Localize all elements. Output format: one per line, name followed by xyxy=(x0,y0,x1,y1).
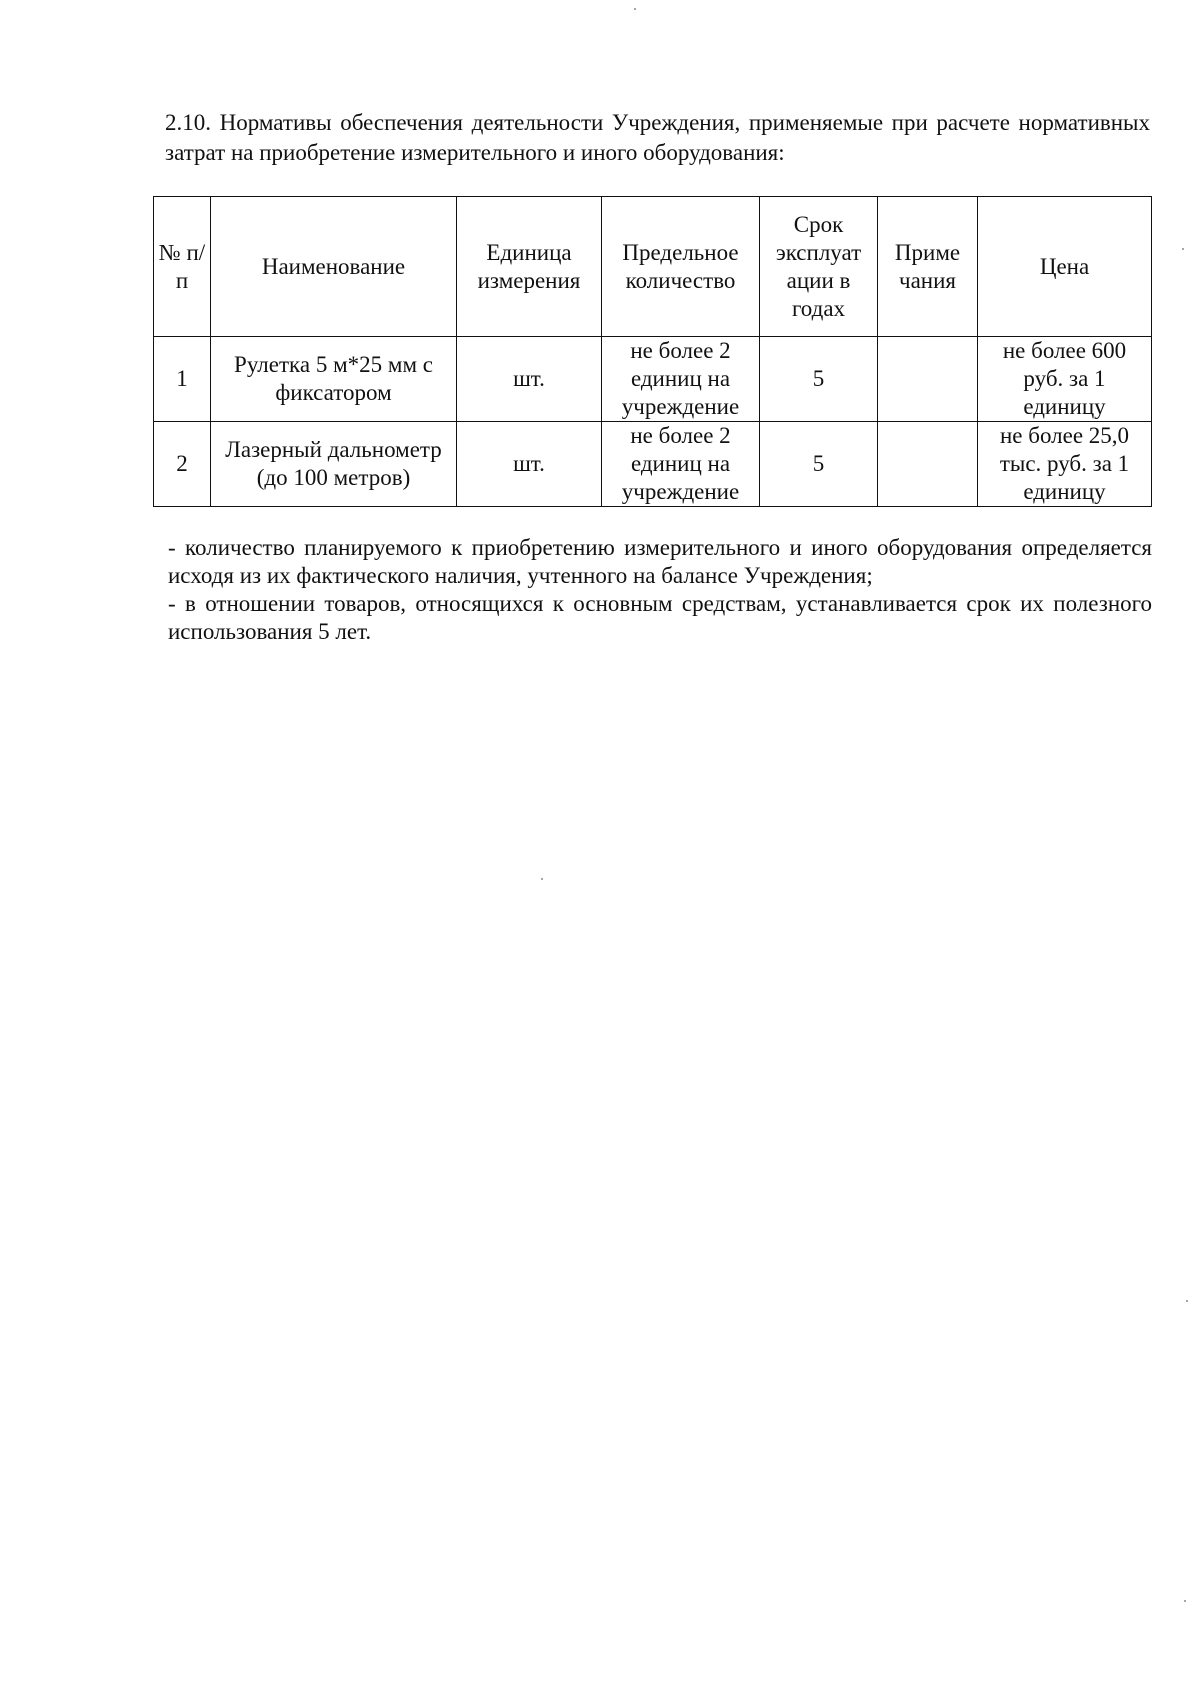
cell-term: 5 xyxy=(760,337,878,422)
cell-limit: не более 2 единиц на учреждение xyxy=(602,422,760,507)
cell-note xyxy=(878,422,978,507)
header-term: Срок эксплуат ации в годах xyxy=(760,197,878,337)
cell-unit: шт. xyxy=(457,337,602,422)
cell-num: 1 xyxy=(154,337,211,422)
cell-term: 5 xyxy=(760,422,878,507)
header-note: Приме чания xyxy=(878,197,978,337)
header-num: № п/п xyxy=(154,197,211,337)
scan-speck xyxy=(634,8,636,10)
table-row xyxy=(154,422,1152,507)
notes-block xyxy=(168,534,1152,646)
cell-num: 2 xyxy=(154,422,211,507)
cell-note xyxy=(878,337,978,422)
header-limit: Предельное количество xyxy=(602,197,760,337)
scan-speck xyxy=(541,878,543,880)
cell-name: Рулетка 5 м*25 мм с фиксатором xyxy=(211,337,457,422)
cell-price: не более 25,0 тыс. руб. за 1 единицу xyxy=(978,422,1152,507)
note-paragraph: - количество планируемого к приобретению измерительного и иного оборудования определяется исходя из их фактического наличия, учтенного на балансе Учреждения; xyxy=(168,535,1152,588)
header-price: Цена xyxy=(978,197,1152,337)
scan-speck xyxy=(1182,248,1184,250)
table-row xyxy=(154,337,1152,422)
section-heading xyxy=(165,108,1150,168)
scan-speck xyxy=(1186,1300,1188,1302)
header-unit: Единица измерения xyxy=(457,197,602,337)
note-paragraph: - в отношении товаров, относящихся к основным средствам, устанавливается срок их полезного использования 5 лет. xyxy=(168,591,1152,644)
norms-table xyxy=(153,196,1152,507)
intro-paragraph: 2.10. Нормативы обеспечения деятельности Учреждения, применяемые при расчете нормативных затрат на приобретение измерительного и иного оборудования: xyxy=(165,110,1150,165)
cell-limit: не более 2 единиц на учреждение xyxy=(602,337,760,422)
scan-speck xyxy=(1184,1600,1186,1602)
table-header-row xyxy=(154,197,1152,337)
cell-unit: шт. xyxy=(457,422,602,507)
cell-name: Лазерный дальнометр (до 100 метров) xyxy=(211,422,457,507)
cell-price: не более 600 руб. за 1 единицу xyxy=(978,337,1152,422)
header-name: Наименование xyxy=(211,197,457,337)
